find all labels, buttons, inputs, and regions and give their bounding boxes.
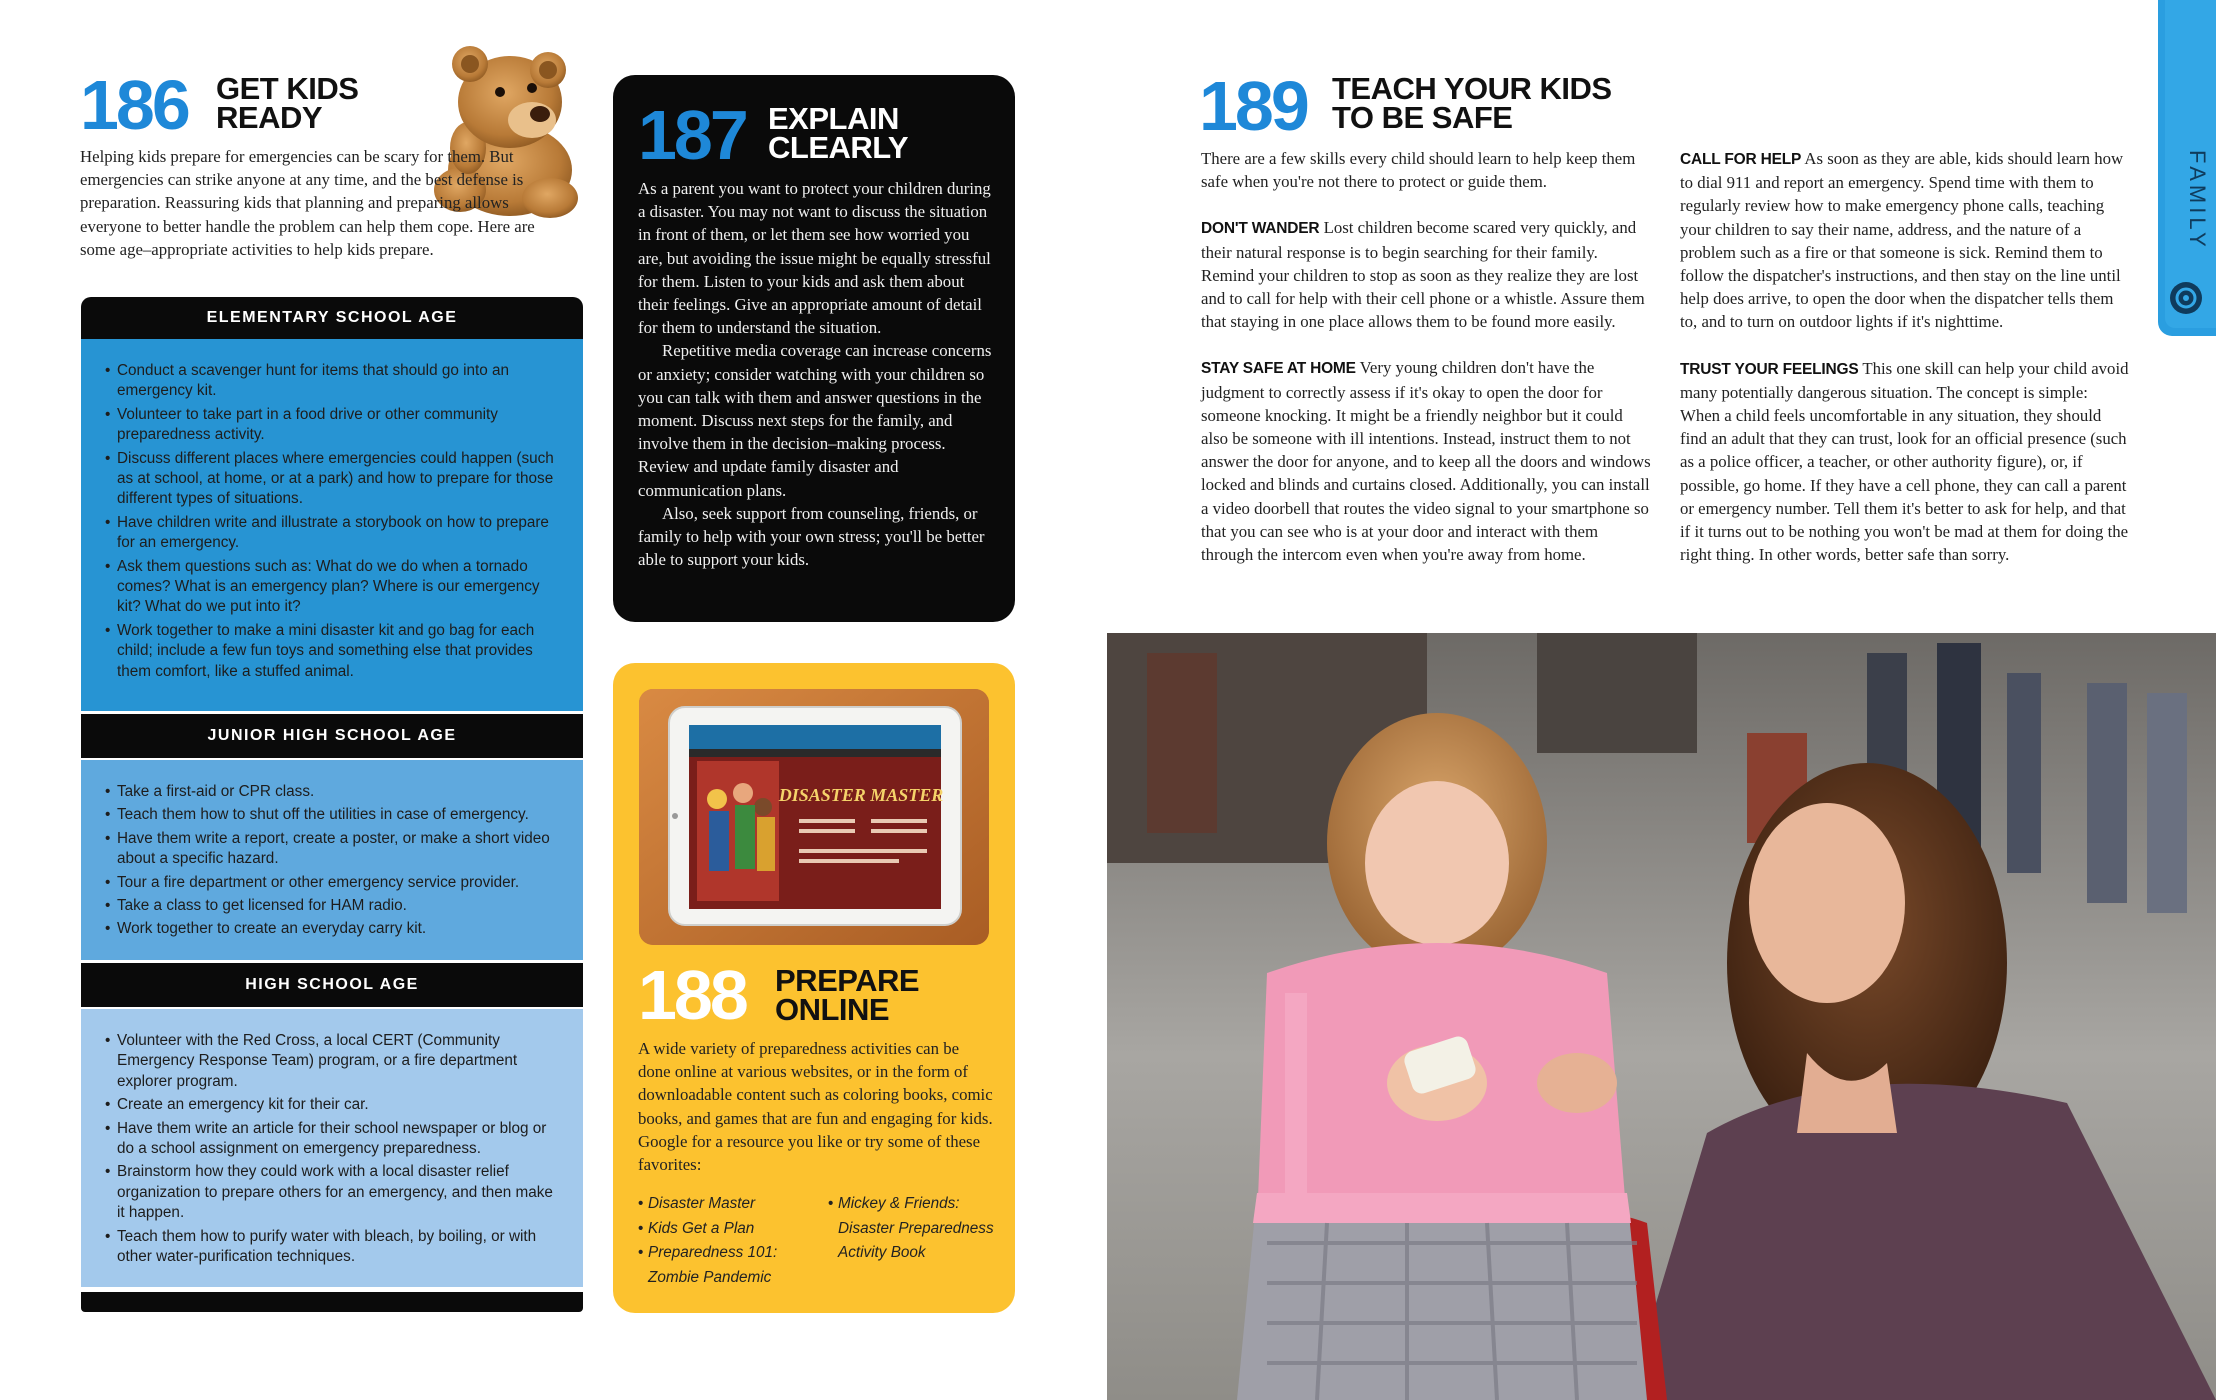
list-item: • Brainstorm how they could work with a local disaster relief organization to prepare others for an emergency, and then make it happen. (103, 1162, 561, 1223)
junior-high-age-box (81, 760, 583, 960)
favorite-item: • Mickey & Friends: Disaster Preparedness Activity Book (828, 1192, 1000, 1266)
tip-189-title-line1: TEACH YOUR KIDS (1332, 71, 1612, 106)
list-item: • Ask them questions such as: What do we do when a tornado comes? What is an emergency plan? Where is our emergency kit? What do we put into it? (103, 557, 561, 618)
tip-189-number: 189 (1199, 67, 1307, 145)
list-item: • Create an emergency kit for their car. (103, 1095, 561, 1115)
family-section-icon (2170, 282, 2202, 314)
high-school-activities-list (81, 1009, 583, 1267)
list-item: • Have them write a report, create a poster, or make a short video about a specific hazard. (103, 829, 561, 870)
tip-187-title-line2: CLEARLY (768, 130, 909, 166)
tip-189-section (1201, 356, 1651, 566)
tip-189-title (1332, 71, 1612, 136)
section-text: This one skill can help your child avoid many potentially dangerous situation. The concept is simple: When a child feels uncomfortable in any situation, they should find an adult that they can trust, look for an official presence (such as a police officer, a teacher, or other authority figure), or, if possible, go home. If they have a cell phone, they can call a parent or emergency number. Tell them it's better to ask for help, and that if it turns out to be nothing you won't be mad at them for doing the right thing. In other words, better safe than sorry. (1680, 358, 2129, 565)
tip-187-paragraph: Also, seek support from counseling, friends, or family to help with your own stress; you'll be better able to support your kids. (638, 503, 985, 570)
tip-189-intro: There are a few skills every child should learn to help keep them safe when you're not there to protect or guide them. (1201, 149, 1636, 192)
favorite-item: • Preparedness 101: Zombie Pandemic (638, 1241, 810, 1290)
elementary-activities-list (81, 339, 583, 682)
list-item: • Discuss different places where emergencies could happen (such as at school, at home, or at a park) and how to prepare for those different types of situations. (103, 449, 561, 510)
tip-187-number: 187 (638, 96, 746, 174)
list-item: • Have children write and illustrate a storybook on how to prepare for an emergency. (103, 513, 561, 554)
tip-189-title-line2: TO BE SAFE (1332, 100, 1513, 136)
tip-186-intro: Helping kids prepare for emergencies can be scary for them. But emergencies can strike anyone at any time, and the best defense is preparation. Reassuring kids that planning and preparing allows everyone to better handle the problem can help them cope. Here are some age–appropriate activities to help kids prepare. (80, 147, 535, 259)
favorites-column-1 (638, 1192, 810, 1290)
tip-189-column-2 (1680, 147, 2130, 589)
section-text: Lost children become scared very quickly, and their natural response is to begin searching for their family. Remind your children to stop as soon as they realize they are lost and to call for help with their cell phone or a whistle. Assure them that staying in one place allows them to be found more easily. (1201, 218, 1645, 332)
list-item: • Take a first-aid or CPR class. (103, 782, 561, 802)
section-lead: STAY SAFE AT HOME (1201, 360, 1356, 378)
favorites-list (638, 1192, 1008, 1290)
list-item: • Take a class to get licensed for HAM radio. (103, 896, 561, 916)
tip-186-title-line1: GET KIDS (216, 71, 359, 106)
elementary-age-box (81, 339, 583, 711)
tip-189-section (1201, 216, 1651, 333)
list-item: • Teach them how to shut off the utilities in case of emergency. (103, 805, 561, 825)
high-school-age-box (81, 1009, 583, 1287)
tip-188-body: A wide variety of preparedness activities can be done online at various websites, or in the form of downloadable content such as coloring books, comic books, and games that are fun and engaging for kids. Google for a resource you like or try some of these favorites: (638, 1039, 993, 1175)
list-item: • Volunteer to take part in a food drive or other community preparedness activity. (103, 405, 561, 446)
tip-187-title-line1: EXPLAIN (768, 101, 899, 136)
list-item: • Tour a fire department or other emergency service provider. (103, 873, 561, 893)
tip-189-section (1680, 147, 2130, 334)
list-item: • Teach them how to purify water with bleach, by boiling, or with other water-purification techniques. (103, 1227, 561, 1268)
list-item: • Volunteer with the Red Cross, a local CERT (Community Emergency Response Team) program, or a fire department explorer program. (103, 1031, 561, 1092)
section-text: Very young children don't have the judgment to correctly assess if it's okay to open the door for someone knocking. It might be a friendly neighbor but it could also be someone with ill intentions. Instead, instruct them to not answer the door for anyone, and to keep all the doors and windows locked and blinds and curtains closed. Additionally, you can install a video doorbell that routes the video signal to your smartphone so that you can see who is at your door and interact with them through the intercom even when you're away from home. (1201, 358, 1651, 565)
junior-high-age-heading: JUNIOR HIGH SCHOOL AGE (81, 714, 583, 758)
disaster-master-logo: DISASTER MASTER (778, 785, 944, 805)
favorite-item: • Kids Get a Plan (638, 1217, 810, 1242)
section-lead: TRUST YOUR FEELINGS (1680, 360, 1859, 378)
junior-high-activities-list (81, 760, 583, 940)
list-item: • Conduct a scavenger hunt for items that should go into an emergency kit. (103, 361, 561, 402)
tip-188-title-line1: PREPARE (775, 963, 920, 998)
favorites-column-2 (828, 1192, 1000, 1290)
tip-189-column-1 (1201, 147, 1651, 589)
tip-188-title (775, 963, 920, 1028)
tip-189-section (1680, 357, 2130, 567)
list-item: • Work together to make a mini disaster kit and go bag for each child; include a few fun toys and something else that provides them comfort, like a stuffed animal. (103, 621, 561, 682)
section-lead: CALL FOR HELP (1680, 151, 1802, 168)
elementary-age-heading: ELEMENTARY SCHOOL AGE (81, 297, 583, 339)
tip-187-body (638, 177, 994, 571)
tip-186-title (216, 71, 359, 136)
section-text: As soon as they are able, kids should learn how to dial 911 and report an emergency. Spend time with them to regularly review how to make emergency phone calls, teaching your children to say their name, address, and the nature of a problem such as a fire or that someone is sick. Remind them to follow the dispatcher's instructions, and then stay on the line until help does arrive, to open the door when the dispatcher tells them to, and to turn on outdoor lights if it's nighttime. (1680, 149, 2124, 332)
family-section-label: FAMILY (2185, 149, 2210, 251)
tip-188-number: 188 (638, 956, 746, 1034)
list-item: • Have them write an article for their school newspaper or blog or do a school assignment on emergency preparedness. (103, 1119, 561, 1160)
tip-187-paragraph: Repetitive media coverage can increase concerns or anxiety; consider watching with your children so you can talk with them and answer questions in the moment. Discuss next steps for the family, and involve them in the decision–making process. Review and update family disaster and communication plans. (638, 341, 992, 500)
mother-daughter-photo (1107, 633, 2216, 1400)
tip-186-title-line2: READY (216, 100, 323, 136)
tip-187-title (768, 101, 909, 166)
tip-187-paragraph: As a parent you want to protect your children during a disaster. You may not want to discuss the situation in front of them, or let them see how worried you are, but avoiding the issue might be equally stressful for them. Listen to your kids and ask them about their feelings. Give an appropriate amount of detail for them to understand the situation. (638, 179, 991, 338)
tablet-photo (639, 689, 989, 945)
favorite-item: • Disaster Master (638, 1192, 810, 1217)
list-item: • Work together to create an everyday carry kit. (103, 919, 561, 939)
high-school-age-heading: HIGH SCHOOL AGE (81, 963, 583, 1007)
tip-188-title-line2: ONLINE (775, 992, 890, 1028)
section-lead: DON'T WANDER (1201, 220, 1320, 238)
age-boxes-footer-bar (81, 1292, 583, 1312)
tip-186-number: 186 (80, 66, 188, 144)
